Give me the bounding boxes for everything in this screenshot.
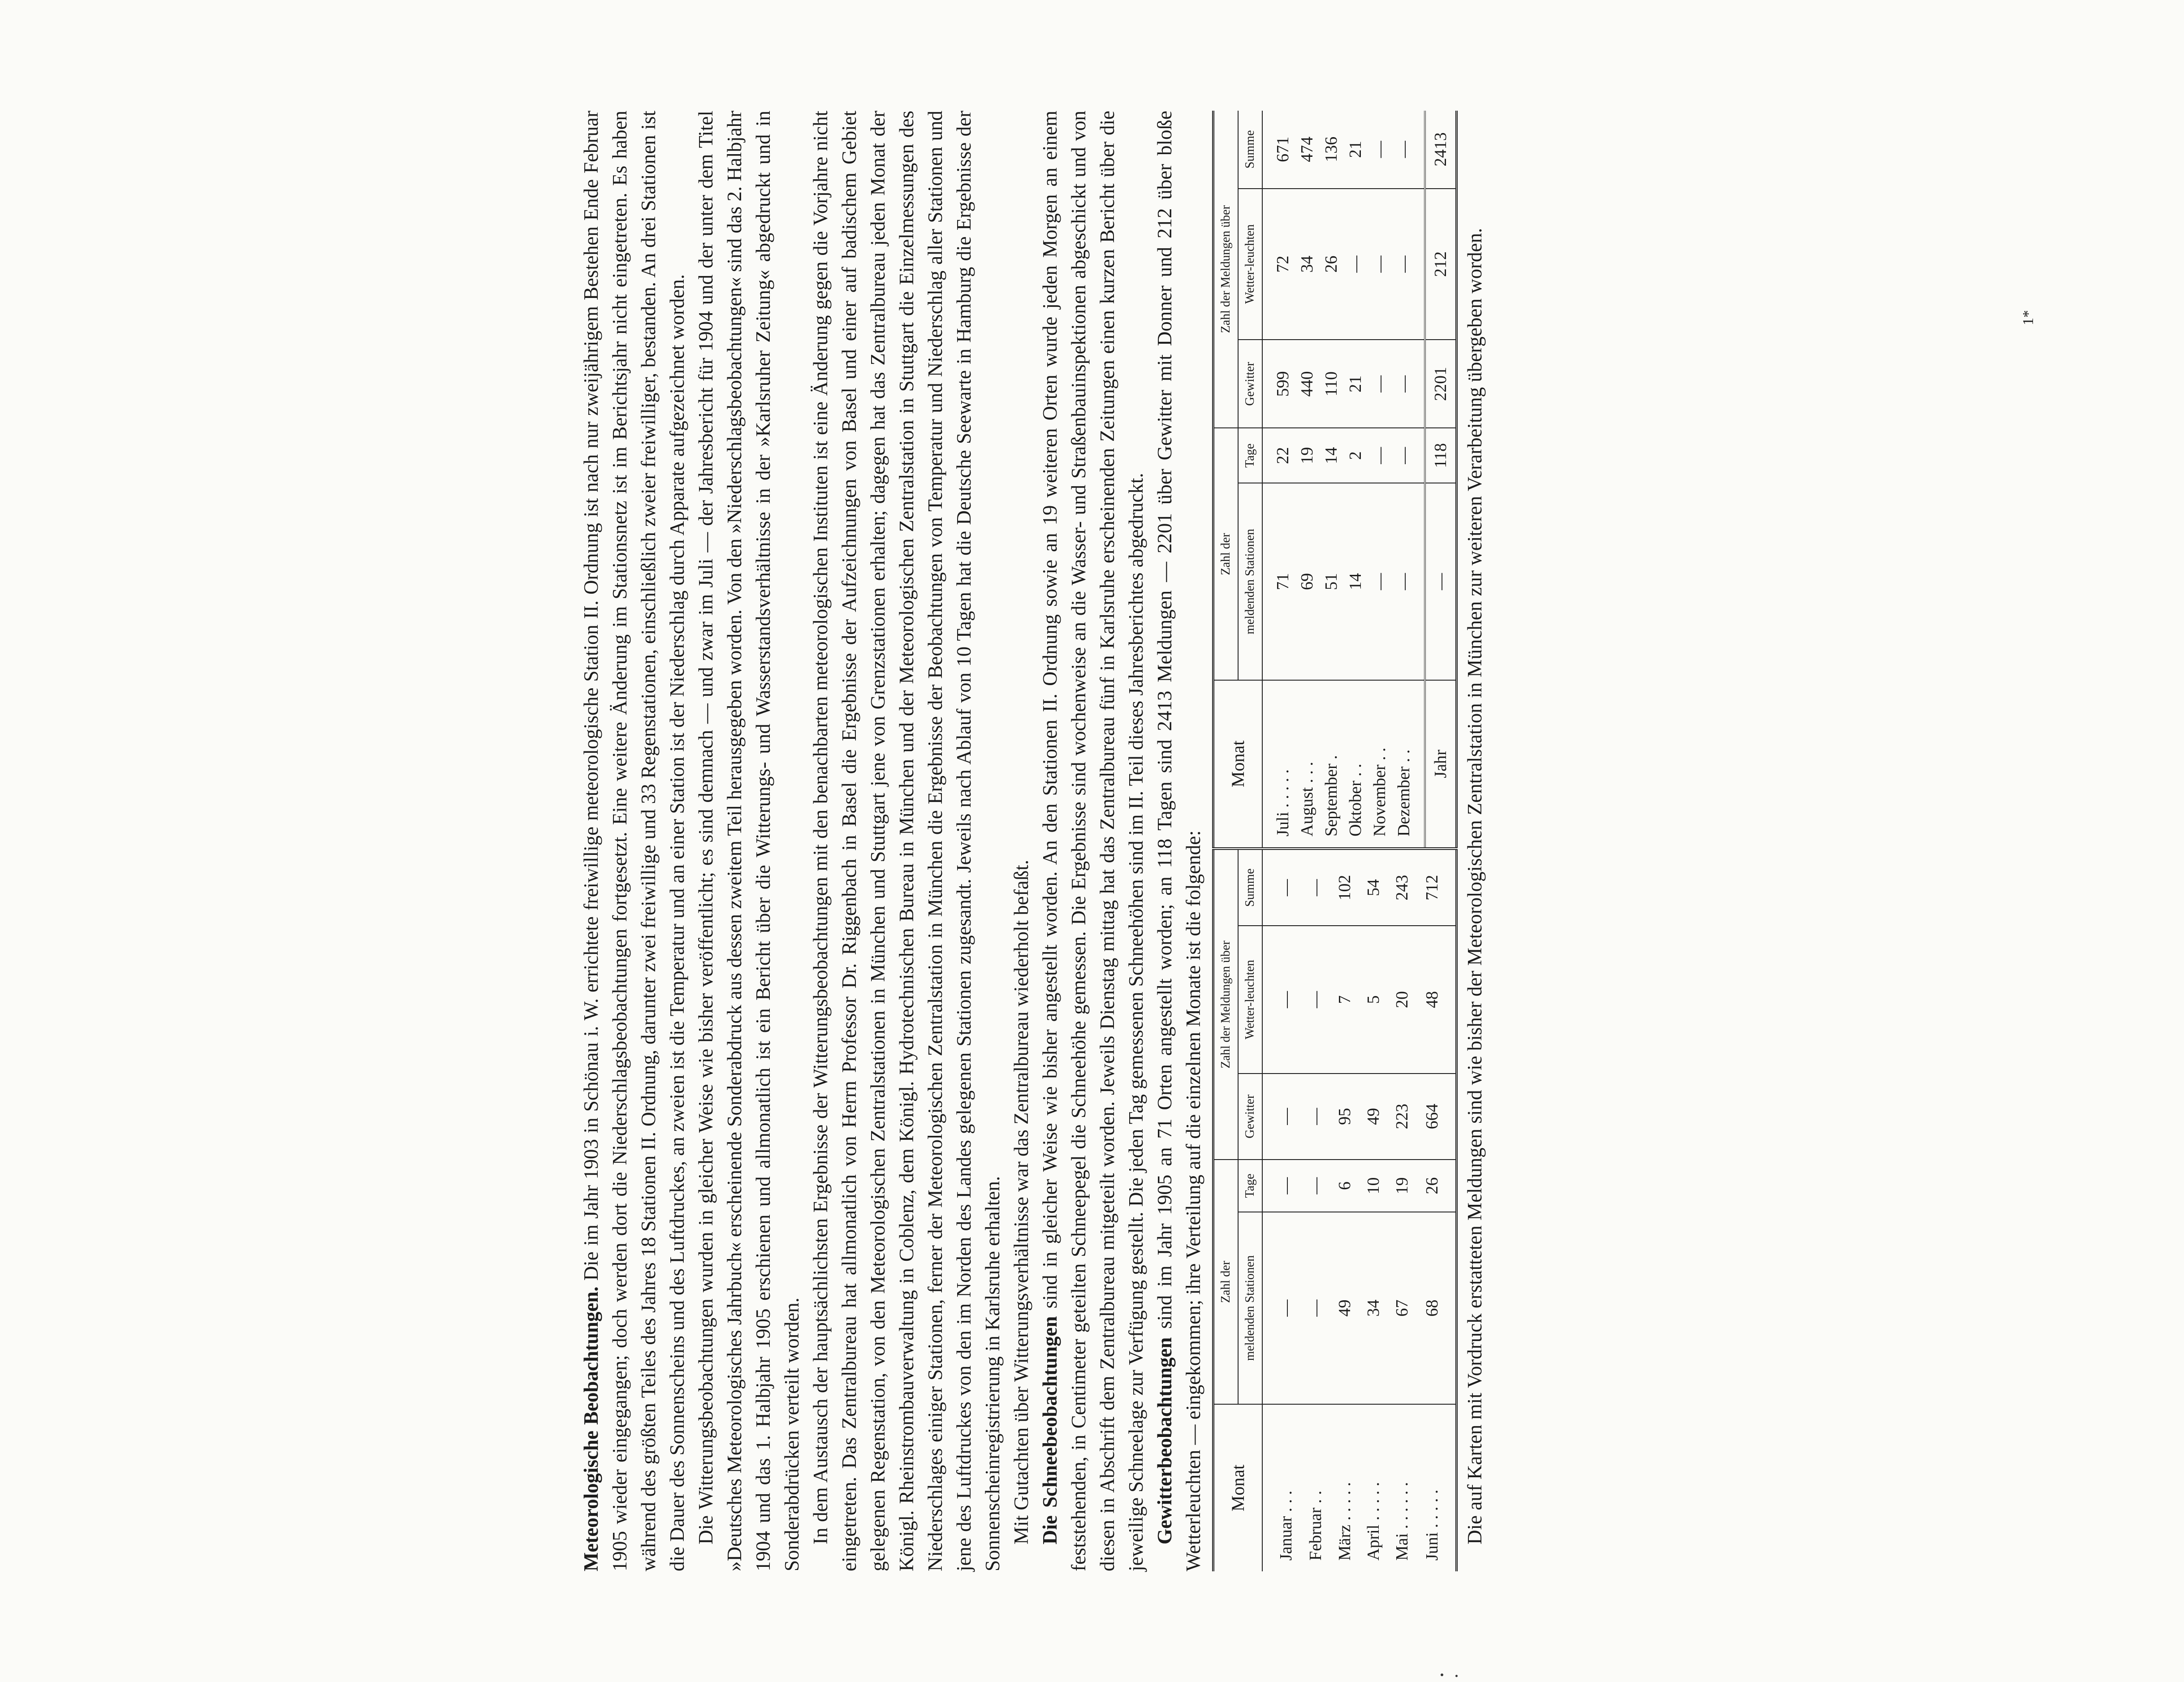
cell-monat: Mai . . . . . . bbox=[1393, 1482, 1412, 1561]
cell-wetterleuchten: 20 bbox=[1388, 926, 1416, 1073]
cell-summe: — bbox=[1301, 850, 1330, 926]
cell-tage: 2 bbox=[1343, 428, 1368, 483]
cell-wetterleuchten: 212 bbox=[1425, 189, 1457, 340]
cell-stationen: 51 bbox=[1319, 483, 1343, 680]
text-schneebeobachtungen: sind in gleicher Weise wie bisher angestellt worden. An den Stationen II. Ordnung sowie an 19 weiteren Orten wurde jeden Morgen an einem feststehenden, in Centimeter geteilten Schneepegel die Schneehöhe gemessen. Die Ergebnisse sind wochenweise an die Wasser- und Straßenbauinspektionen abgeschickt und von diesen in Abschrift dem Zentralbureau mitgeteilt worden. Jeweils Dienstag mittag hat das Zentralbureau fünf in Karlsruhe erscheinenden Zeitungen einen kurzen Bericht über die jeweilige Schneelage zur Verfügung gestellt. Die jeden Tag gemessenen Schneehöhen sind im II. Teil dieses Jahresberichtes abgedruckt. bbox=[1039, 111, 1147, 1571]
cell-wetterleuchten: — bbox=[1262, 926, 1301, 1073]
cell-wetterleuchten: — bbox=[1343, 189, 1368, 340]
heading-schneebeobachtungen: Die Schneebeobachtungen bbox=[1039, 1316, 1061, 1544]
cell-summe: 21 bbox=[1343, 111, 1368, 189]
cell-gewitter: 599 bbox=[1262, 340, 1295, 428]
cell-gewitter: 664 bbox=[1417, 1074, 1457, 1160]
cell-stationen: — bbox=[1262, 1212, 1301, 1404]
cell-tage: 19 bbox=[1295, 428, 1319, 483]
table-row bbox=[1388, 850, 1416, 1571]
table-total-row bbox=[1425, 111, 1457, 849]
cell-gewitter: 95 bbox=[1330, 1074, 1359, 1160]
table-first-half bbox=[1212, 850, 1458, 1571]
cell-gewitter: 49 bbox=[1359, 1074, 1388, 1160]
table-row bbox=[1262, 850, 1301, 1571]
cell-stationen: 14 bbox=[1343, 483, 1368, 680]
cell-tage: — bbox=[1301, 1160, 1330, 1212]
header-tage: Tage bbox=[1238, 428, 1262, 483]
cell-summe: 136 bbox=[1319, 111, 1343, 189]
cell-gewitter: 440 bbox=[1295, 340, 1319, 428]
cell-summe: 671 bbox=[1262, 111, 1295, 189]
cell-tage: 6 bbox=[1330, 1160, 1359, 1212]
cell-monat: August . . . bbox=[1298, 762, 1316, 837]
cell-monat: März . . . . . bbox=[1335, 1482, 1354, 1561]
cell-summe: 243 bbox=[1388, 850, 1416, 926]
header-summe: Summe bbox=[1238, 111, 1262, 189]
thunderstorm-tables bbox=[1212, 111, 1458, 1571]
table-row bbox=[1343, 111, 1368, 849]
paragraph-gewitterbeobachtungen bbox=[1150, 111, 1208, 1571]
cell-gewitter: 110 bbox=[1319, 340, 1343, 428]
cell-wetterleuchten: 5 bbox=[1359, 926, 1388, 1073]
header-wetterleuchten: Wetter-leuchten bbox=[1238, 926, 1262, 1073]
cell-stationen: — bbox=[1368, 483, 1392, 680]
cell-stationen: 69 bbox=[1295, 483, 1319, 680]
cell-monat: Februar . . bbox=[1306, 1490, 1325, 1561]
cell-monat: September . bbox=[1322, 755, 1341, 837]
table-row bbox=[1417, 850, 1457, 1571]
table-row bbox=[1319, 111, 1343, 849]
table-row bbox=[1295, 111, 1319, 849]
cell-tage: 14 bbox=[1319, 428, 1343, 483]
header-monat: Monat bbox=[1213, 680, 1263, 849]
cell-tage: 22 bbox=[1262, 428, 1295, 483]
cell-stationen: — bbox=[1425, 483, 1457, 680]
cell-tage: 118 bbox=[1425, 428, 1457, 483]
cell-summe: 102 bbox=[1330, 850, 1359, 926]
paragraph-meteorologische bbox=[577, 111, 691, 1571]
cell-wetterleuchten: 26 bbox=[1319, 189, 1343, 340]
cell-tage: — bbox=[1262, 1160, 1301, 1212]
table-second-half bbox=[1212, 111, 1458, 850]
cell-monat: April . . . . . bbox=[1364, 1482, 1383, 1561]
paragraph-karten: Die auf Karten mit Vordruck erstatteten Meldungen sind wie bisher der Meteorologischen Zentralstation in München zur weiteren Verarbeitung übergeben worden. bbox=[1463, 228, 1486, 1544]
header-zahl-der: Zahl der bbox=[1213, 428, 1239, 680]
cell-monat: Dezember . . bbox=[1394, 749, 1413, 837]
table-row bbox=[1368, 111, 1392, 849]
header-zahl-der: Zahl der bbox=[1213, 1160, 1239, 1404]
cell-jahr: Jahr bbox=[1425, 680, 1457, 849]
cell-monat: Januar . . . bbox=[1277, 1490, 1296, 1561]
cell-gewitter: 21 bbox=[1343, 340, 1368, 428]
cell-monat: November . . bbox=[1370, 747, 1389, 837]
table-row bbox=[1330, 850, 1359, 1571]
heading-meteorologische: Meteorologische Beobachtungen. bbox=[580, 1286, 602, 1571]
text-meteorologische: Die im Jahr 1903 in Schönau i. W. errichtete freiwillige meteorologische Station II. Ordnung ist nach nur zweijährigem Bestehen Ende Februar 1905 wieder eingegangen; doch werden dort die Niederschlagsbeobachtungen fortgesetzt. Eine weitere Änderung im Stationsnetz ist im Berichtsjahr nicht eingetreten. Es haben während des größten Teiles des Jahres 18 Stationen II. Ordnung, darunter zwei freiwillige und 33 Regenstationen, einschließlich zweier freiwilliger, bestanden. An drei Stationen ist die Dauer des Sonnenscheins und des Luftdruckes, an zweien ist die Temperatur und an einer Station ist der Niederschlag durch Apparate aufgezeichnet worden. bbox=[580, 111, 688, 1571]
scan-speck bbox=[1441, 1673, 1443, 1676]
cell-wetterleuchten: — bbox=[1301, 926, 1330, 1073]
cell-stationen: 68 bbox=[1417, 1212, 1457, 1404]
cell-wetterleuchten: — bbox=[1368, 189, 1392, 340]
cell-summe: 2413 bbox=[1425, 111, 1457, 189]
cell-stationen: — bbox=[1392, 483, 1425, 680]
cell-tage: 26 bbox=[1417, 1160, 1457, 1212]
cell-gewitter: — bbox=[1262, 1074, 1301, 1160]
text-gewitterbeobachtungen: sind im Jahr 1905 an 71 Orten angestellt worden; an 118 Tagen sind 2413 Meldungen — 2201 über Gewitter mit Donner und 212 über bloße Wetterleuchten — eingekommen; ihre Verteilung auf die einzelnen Monate ist die folgende: bbox=[1153, 111, 1204, 1571]
cell-wetterleuchten: 34 bbox=[1295, 189, 1319, 340]
cell-wetterleuchten: 72 bbox=[1262, 189, 1295, 340]
header-zahl-der-meldungen: Zahl der Meldungen über bbox=[1213, 111, 1239, 428]
cell-gewitter: — bbox=[1368, 340, 1392, 428]
cell-wetterleuchten: 7 bbox=[1330, 926, 1359, 1073]
table-row bbox=[1262, 111, 1295, 849]
cell-gewitter: — bbox=[1301, 1074, 1330, 1160]
header-meldenden-stationen: meldenden Stationen bbox=[1238, 483, 1262, 680]
cell-tage: 10 bbox=[1359, 1160, 1388, 1212]
page-mark: 1* bbox=[2020, 310, 2037, 325]
cell-gewitter: 223 bbox=[1388, 1074, 1416, 1160]
cell-summe: — bbox=[1262, 850, 1301, 926]
cell-stationen: 67 bbox=[1388, 1212, 1416, 1404]
cell-wetterleuchten: 48 bbox=[1417, 926, 1457, 1073]
cell-monat: Juli . . . . . bbox=[1273, 769, 1292, 837]
header-zahl-der-meldungen: Zahl der Meldungen über bbox=[1213, 850, 1239, 1160]
cell-wetterleuchten: — bbox=[1392, 189, 1425, 340]
cell-tage: — bbox=[1368, 428, 1392, 483]
paragraph-witterungsbeobachtungen: Die Witterungsbeobachtungen wurden in gleicher Weise wie bisher veröffentlicht; es sind demnach — und zwar im Juli — der Jahresbericht für 1904 und der unter dem Titel »Deutsches Meteorologisches Jahrbuch« erscheinende Sonderabdruck aus dessen zweitem Teil herausgegeben worden. Von den »Niederschlagsbeobachtungen« sind das 2. Halbjahr 1904 und das 1. Halbjahr 1905 erschienen und allmonatlich ist ein Bericht über die Witterungs- und Wasserstandsverhältnisse in der »Karlsruher Zeitung« abgedruckt und in Sonderabdrücken verteilt worden. bbox=[695, 111, 803, 1571]
cell-gewitter: — bbox=[1392, 340, 1425, 428]
header-tage: Tage bbox=[1238, 1160, 1262, 1212]
cell-summe: — bbox=[1392, 111, 1425, 189]
table-row bbox=[1392, 111, 1425, 849]
rotated-page bbox=[577, 102, 1652, 1580]
paragraph-austausch: In dem Austausch der hauptsächlichsten Ergebnisse der Witterungsbeobachtungen mit den benachbarten meteorologischen Instituten ist eine Änderung gegen die Vorjahre nicht eingetreten. Das Zentralbureau hat allmonatlich von Herrn Professor Dr. Riggenbach in Basel die Ergebnisse der Aufzeichnungen von Basel und einer auf badischem Gebiet gelegenen Regenstation, von den Meteorologischen Zentralstationen in München und Stuttgart jene von Grenzstationen erhalten; dagegen hat das Zentralbureau jeden Monat der Königl. Rheinstrombauverwaltung in Coblenz, dem Königl. Hydrotechnischen Bureau in München und der Meteorologischen Zentralstation in Stuttgart die Einzelmessungen des Niederschlages einiger Stationen, ferner der Meteorologischen Zentralstation in München die Ergebnisse der Beobachtungen von Temperatur und Niederschlag aller Stationen und jene des Luftdruckes von den im Norden des Landes gelegenen Stationen zugesandt. Jeweils nach Ablauf von 10 Tagen hat die Deutsche Seewarte in Hamburg die Ergebnisse der Sonnenscheinregistrierung in Karlsruhe erhalten. bbox=[809, 111, 1004, 1571]
paragraph-schneebeobachtungen bbox=[1036, 111, 1150, 1571]
cell-summe: 54 bbox=[1359, 850, 1388, 926]
header-gewitter: Gewitter bbox=[1238, 340, 1262, 428]
cell-stationen: 71 bbox=[1262, 483, 1295, 680]
header-meldenden-stationen: meldenden Stationen bbox=[1238, 1212, 1262, 1404]
cell-monat: Oktober . . bbox=[1346, 763, 1365, 837]
header-monat: Monat bbox=[1213, 1404, 1263, 1571]
table-row bbox=[1301, 850, 1330, 1571]
scan-speck bbox=[1455, 1675, 1458, 1677]
cell-gewitter: 2201 bbox=[1425, 340, 1457, 428]
header-gewitter: Gewitter bbox=[1238, 1074, 1262, 1160]
cell-tage: — bbox=[1392, 428, 1425, 483]
header-summe: Summe bbox=[1238, 850, 1262, 926]
cell-stationen: 49 bbox=[1330, 1212, 1359, 1404]
header-wetterleuchten: Wetter-leuchten bbox=[1238, 189, 1262, 340]
cell-stationen: — bbox=[1301, 1212, 1330, 1404]
heading-gewitterbeobachtungen: Gewitterbeobachtungen bbox=[1153, 1337, 1176, 1544]
cell-tage: 19 bbox=[1388, 1160, 1416, 1212]
cell-summe: 474 bbox=[1295, 111, 1319, 189]
cell-stationen: 34 bbox=[1359, 1212, 1388, 1404]
cell-summe: 712 bbox=[1417, 850, 1457, 926]
cell-monat: Juni . . . . . bbox=[1422, 1489, 1442, 1561]
table-row bbox=[1359, 850, 1388, 1571]
cell-summe: — bbox=[1368, 111, 1392, 189]
paragraph-gutachten: Mit Gutachten über Witterungsverhältnisse war das Zentralbureau wiederholt befaßt. bbox=[1010, 859, 1032, 1544]
